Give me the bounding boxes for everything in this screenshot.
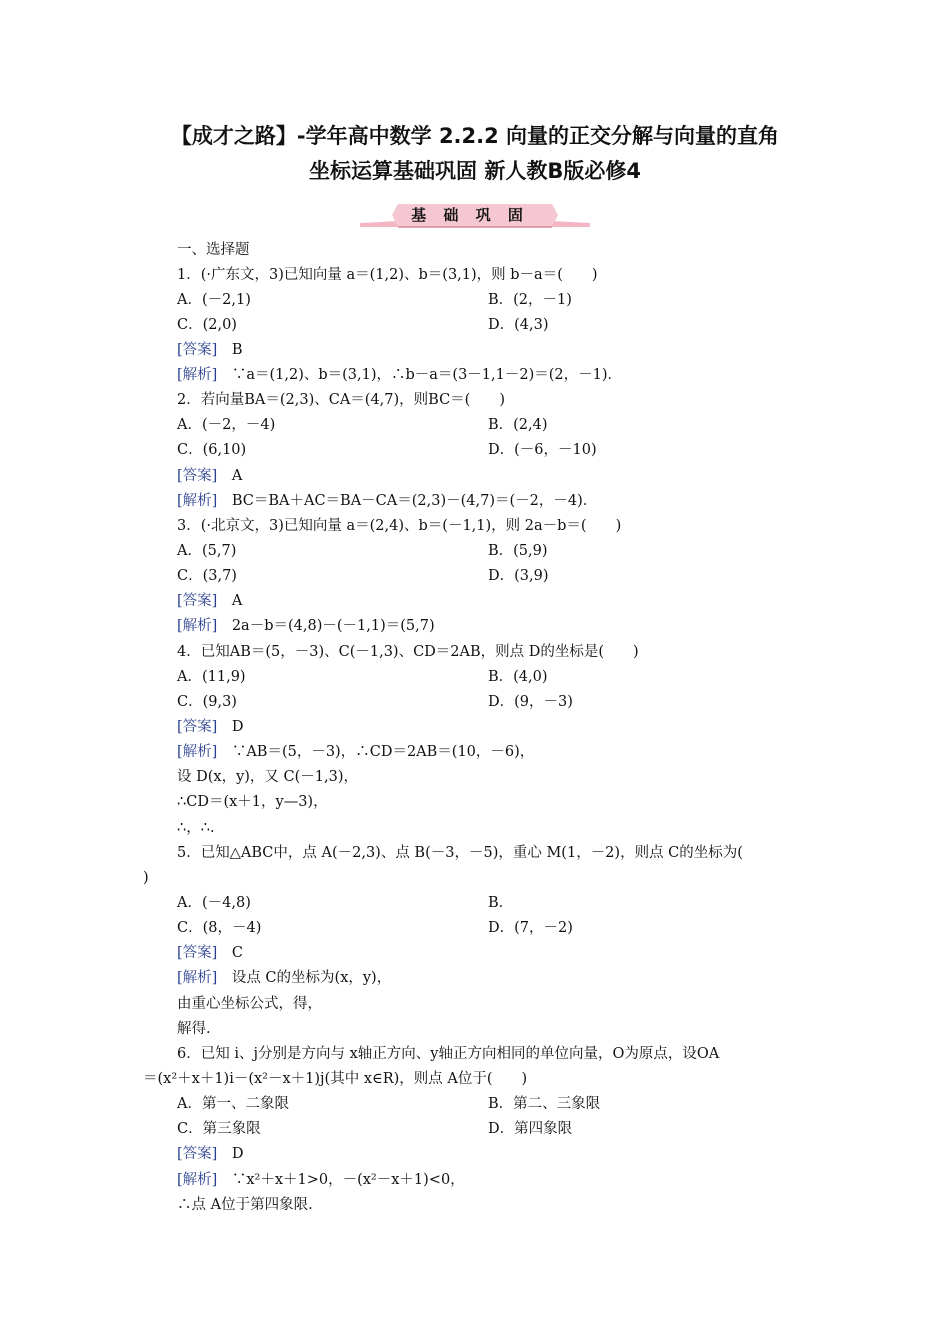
- q4-answer: [177, 717, 243, 737]
- q1-analysis: [177, 365, 622, 385]
- q5-analysis-line-2: 由重心坐标公式，得，: [177, 996, 322, 1012]
- q2-analysis: [177, 491, 597, 511]
- q6-answer: [177, 1144, 243, 1164]
- q1-answer: [177, 340, 242, 360]
- answer-value: A: [231, 468, 243, 484]
- answer-tag: [答案]: [177, 468, 218, 484]
- q4-analysis: [177, 742, 534, 762]
- q5-option-c: C．(8，－4): [177, 920, 262, 936]
- question-3: 3．(·北京文，3)已知向量 a＝(2,4)、b＝(－1,1)，则 2a－b＝( ): [177, 518, 622, 534]
- q2-option-b: B．(2,4): [488, 417, 548, 433]
- analysis-tag: [解析]: [177, 744, 218, 760]
- analysis-tag: [解析]: [177, 1172, 218, 1188]
- q4-option-b: B．(4,0): [488, 669, 548, 685]
- analysis-tag: [解析]: [177, 493, 218, 509]
- analysis-tag: [解析]: [177, 618, 218, 634]
- q4-analysis-line-3: ∴CD＝(x＋1，y—3)，: [177, 794, 328, 810]
- question-4: 4．已知AB＝(5，－3)、C(－1,3)、CD＝2AB，则点 D的坐标是( ): [177, 644, 639, 660]
- q3-analysis: [177, 616, 435, 636]
- analysis-text: BC＝BA＋AC＝BA－CA＝(2,3)－(4,7)＝(－2，－4)．: [231, 493, 598, 509]
- question-2: 2．若向量BA＝(2,3)、CA＝(4,7)，则BC＝( ): [177, 392, 505, 408]
- q2-answer: [177, 466, 242, 486]
- question-5-continued: ): [143, 870, 149, 886]
- banner-ribbon-right: [552, 221, 590, 227]
- question-5: 5．已知△ABC中，点 A(－2,3)、点 B(－3，－5)，重心 M(1，－2)，则点 C的坐标为(: [177, 845, 743, 861]
- answer-tag: [答案]: [177, 719, 218, 735]
- q5-option-d: D．(7，－2): [488, 920, 573, 936]
- q1-option-d: D．(4,3): [488, 317, 549, 333]
- q4-option-a: A．(11,9): [177, 669, 246, 685]
- document-title-line-2: 坐标运算基础巩固 新人教B版必修4: [309, 159, 641, 183]
- q6-option-c: C．第三象限: [177, 1121, 261, 1137]
- question-6-continued: ＝(x²＋x＋1)i－(x²－x＋1)j(其中 x∈R)，则点 A位于( ): [143, 1071, 528, 1087]
- q6-option-a: A．第一、二象限: [177, 1096, 289, 1112]
- q4-analysis-line-2: 设 D(x，y)，又 C(－1,3)，: [177, 769, 358, 785]
- answer-value: C: [231, 945, 243, 961]
- answer-tag: [答案]: [177, 593, 218, 609]
- q2-option-d: D．(－6，－10): [488, 442, 597, 458]
- q1-option-a: A．(－2,1): [177, 292, 251, 308]
- analysis-text: ∵x²＋x＋1>0，－(x²－x＋1)<0，: [231, 1172, 465, 1188]
- banner-ribbon: [360, 221, 398, 227]
- answer-value: B: [231, 342, 243, 358]
- q3-option-b: B．(5,9): [488, 543, 548, 559]
- q2-option-a: A．(－2，－4): [177, 417, 276, 433]
- answer-value: D: [231, 1146, 244, 1162]
- answer-tag: [答案]: [177, 945, 218, 961]
- q3-option-a: A．(5,7): [177, 543, 237, 559]
- q4-option-d: D．(9，－3): [488, 694, 573, 710]
- q5-analysis-line-3: 解得.: [177, 1021, 211, 1037]
- q2-option-c: C．(6,10): [177, 442, 247, 458]
- q6-analysis-line-2: ∴点 A位于第四象限.: [177, 1197, 313, 1213]
- q6-option-d: D．第四象限: [488, 1121, 573, 1137]
- section-banner-label: 基 础 巩 固: [411, 206, 529, 224]
- question-1: 1．(·广东文，3)已知向量 a＝(1,2)、b＝(3,1)，则 b－a＝( ): [177, 267, 598, 283]
- q5-option-a: A．(－4,8): [177, 895, 251, 911]
- q1-option-b: B．(2，－1): [488, 292, 572, 308]
- q4-option-c: C．(9,3): [177, 694, 237, 710]
- q3-option-c: C．(3,7): [177, 568, 237, 584]
- q5-answer: [177, 943, 243, 963]
- analysis-text: 设点 C的坐标为(x，y)，: [231, 970, 392, 986]
- section-heading: 一、选择题: [177, 242, 250, 258]
- document-title-line-1: 【成才之路】-学年高中数学 2.2.2 向量的正交分解与向量的直角: [170, 124, 780, 148]
- analysis-text: ∵a＝(1,2)、b＝(3,1)，∴b－a＝(3－1,1－2)＝(2，－1)．: [231, 367, 623, 383]
- analysis-tag: [解析]: [177, 970, 218, 986]
- q3-option-d: D．(3,9): [488, 568, 549, 584]
- answer-tag: [答案]: [177, 342, 218, 358]
- answer-tag: [答案]: [177, 1146, 218, 1162]
- q5-analysis: [177, 968, 391, 988]
- q6-analysis: [177, 1170, 465, 1190]
- q3-answer: [177, 591, 242, 611]
- q1-option-c: C．(2,0): [177, 317, 237, 333]
- analysis-text: 2a－b＝(4,8)－(－1,1)＝(5,7): [231, 618, 435, 634]
- analysis-text: ∵AB＝(5，－3)，∴CD＝2AB＝(10，－6)，: [231, 744, 535, 760]
- question-6: 6．已知 i、j分别是方向与 x轴正方向、y轴正方向相同的单位向量，O为原点，设OA: [177, 1046, 720, 1062]
- q5-option-b: B．: [488, 895, 514, 911]
- q6-option-b: B．第二、三象限: [488, 1096, 601, 1112]
- analysis-tag: [解析]: [177, 367, 218, 383]
- answer-value: D: [231, 719, 244, 735]
- q4-analysis-line-4: ∴，∴.: [177, 820, 215, 836]
- answer-value: A: [231, 593, 243, 609]
